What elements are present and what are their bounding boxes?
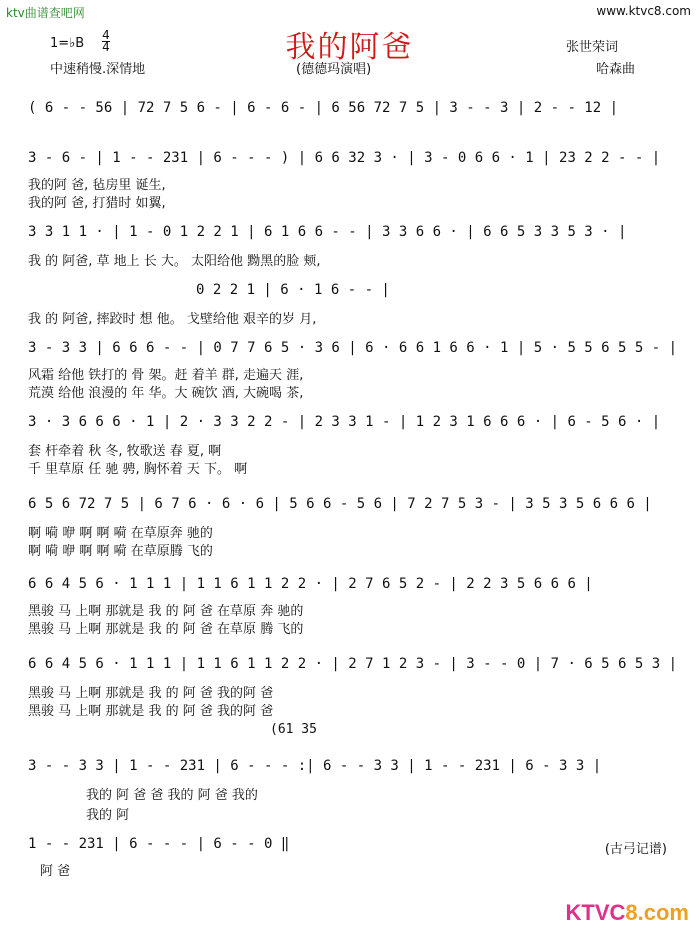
logo-part-b: 8.com — [625, 900, 689, 925]
performer: (德德玛演唱) — [296, 62, 372, 77]
logo-part-a: KTVC — [565, 900, 626, 925]
lyrics-row-8b: 黑骏 马 上啊 那就是 我 的 阿 爸 在草原 腾 飞的 — [28, 622, 304, 637]
lyrics-row-4: 我 的 阿爸, 摔跤时 想 他。 戈壁给他 艰辛的岁 月, — [28, 312, 317, 327]
lyrics-row-2b: 我的阿 爸, 打猎时 如翼, — [28, 196, 166, 211]
lyrics-row-9b: 黑骏 马 上啊 那就是 我 的 阿 爸 我的阿 爸 — [28, 704, 274, 719]
notation-source: (古弓记谱) — [604, 842, 667, 857]
site-url-top[interactable]: www.ktvc8.com — [596, 4, 691, 18]
key-signature: 1=♭B — [50, 36, 85, 51]
lyrics-row-7b: 啊 嗬 咿 啊 啊 嗬 在草原腾 飞的 — [28, 544, 213, 559]
score-row-5: 3 - 3 3 | 6 6 6 - - | 0 7 7 6 5 · 3 6 | 6 · 6 6 1 6 6 · 1 | 5 · 5 5 6 5 5 - | — [28, 340, 678, 356]
tempo-marking: 中速稍慢.深情地 — [50, 62, 146, 77]
time-signature — [102, 30, 110, 53]
lyrics-row-8a: 黑骏 马 上啊 那就是 我 的 阿 爸 在草原 奔 驰的 — [28, 604, 304, 619]
lyrics-row-2a: 我的阿 爸, 毡房里 诞生, — [28, 178, 166, 193]
lyrics-row-11: 阿 爸 — [40, 864, 71, 879]
site-name-top: ktv曲谱查吧网 — [6, 6, 85, 20]
lyricist: 张世荣词 — [566, 40, 619, 55]
lyrics-row-3: 我 的 阿爸, 草 地上 长 大。 太阳给他 黝黑的脸 颊, — [28, 254, 321, 269]
lyrics-row-10b: 我的 阿 — [86, 808, 130, 823]
lyrics-row-5a: 风霜 给他 铁打的 骨 架。赶 着羊 群, 走遍天 涯, — [28, 368, 304, 383]
composer: 哈森曲 — [596, 62, 636, 77]
score-row-6: 3 · 3 6 6 6 · 1 | 2 · 3 3 2 2 - | 2 3 3 1 - | 1 2 3 1 6 6 6 · | 6 - 5 6 · | — [28, 414, 661, 430]
time-bottom: 4 — [102, 40, 110, 54]
score-row-11: 1 - - 231 | 6 - - - | 6 - - 0 ‖ — [28, 836, 290, 852]
score-row-1: ( 6 - - 56 | 72 7 5 6 - | 6 - 6 - | 6 56 72 7 5 | 3 - - 3 | 2 - - 12 | — [28, 100, 619, 116]
lyrics-row-5b: 荒漠 给他 浪漫的 年 华。大 碗饮 酒, 大碗喝 茶, — [28, 386, 304, 401]
lyrics-row-6a: 套 杆牵着 秋 冬, 牧歌送 春 夏, 啊 — [28, 444, 222, 459]
score-row-2: 3 - 6 - | 1 - - 231 | 6 - - - ) | 6 6 32 3 · | 3 - 0 6 6 · 1 | 23 2 2 - - | — [28, 150, 661, 166]
ktvc8-logo[interactable] — [566, 900, 689, 926]
lyrics-row-6b: 千 里草原 任 驰 骋, 胸怀着 天 下。 啊 — [28, 462, 248, 477]
song-title: 我的阿爸 — [285, 30, 414, 65]
lyrics-row-7a: 啊 嗬 咿 啊 啊 嗬 在草原奔 驰的 — [28, 526, 213, 541]
time-top: 4 — [102, 28, 110, 42]
volta-notes: (61 35 — [270, 722, 317, 737]
score-row-4: 0 2 2 1 | 6 · 1 6 - - | — [196, 282, 390, 298]
score-row-10: 3 - - 3 3 | 1 - - 231 | 6 - - - :| 6 - - 3 3 | 1 - - 231 | 6 - 3 3 | — [28, 758, 602, 774]
lyrics-row-10a: 我的 阿 爸 爸 我的 阿 爸 我的 — [86, 788, 258, 803]
score-row-7: 6 5 6 72 7 5 | 6 7 6 · 6 · 6 | 5 6 6 - 5 6 | 7 2 7 5 3 - | 3 5 3 5 6 6 6 | — [28, 496, 652, 512]
score-row-9: 6 6 4 5 6 · 1 1 1 | 1 1 6 1 1 2 2 · | 2 7 1 2 3 - | 3 - - 0 | 7 · 6 5 6 5 3 | — [28, 656, 678, 672]
score-row-8: 6 6 4 5 6 · 1 1 1 | 1 1 6 1 1 2 2 · | 2 7 6 5 2 - | 2 2 3 5 6 6 6 | — [28, 576, 593, 592]
score-row-3: 3 3 1 1 · | 1 - 0 1 2 2 1 | 6 1 6 6 - - | 3 3 6 6 · | 6 6 5 3 3 5 3 · | — [28, 224, 627, 240]
lyrics-row-9a: 黑骏 马 上啊 那就是 我 的 阿 爸 我的阿 爸 — [28, 686, 274, 701]
